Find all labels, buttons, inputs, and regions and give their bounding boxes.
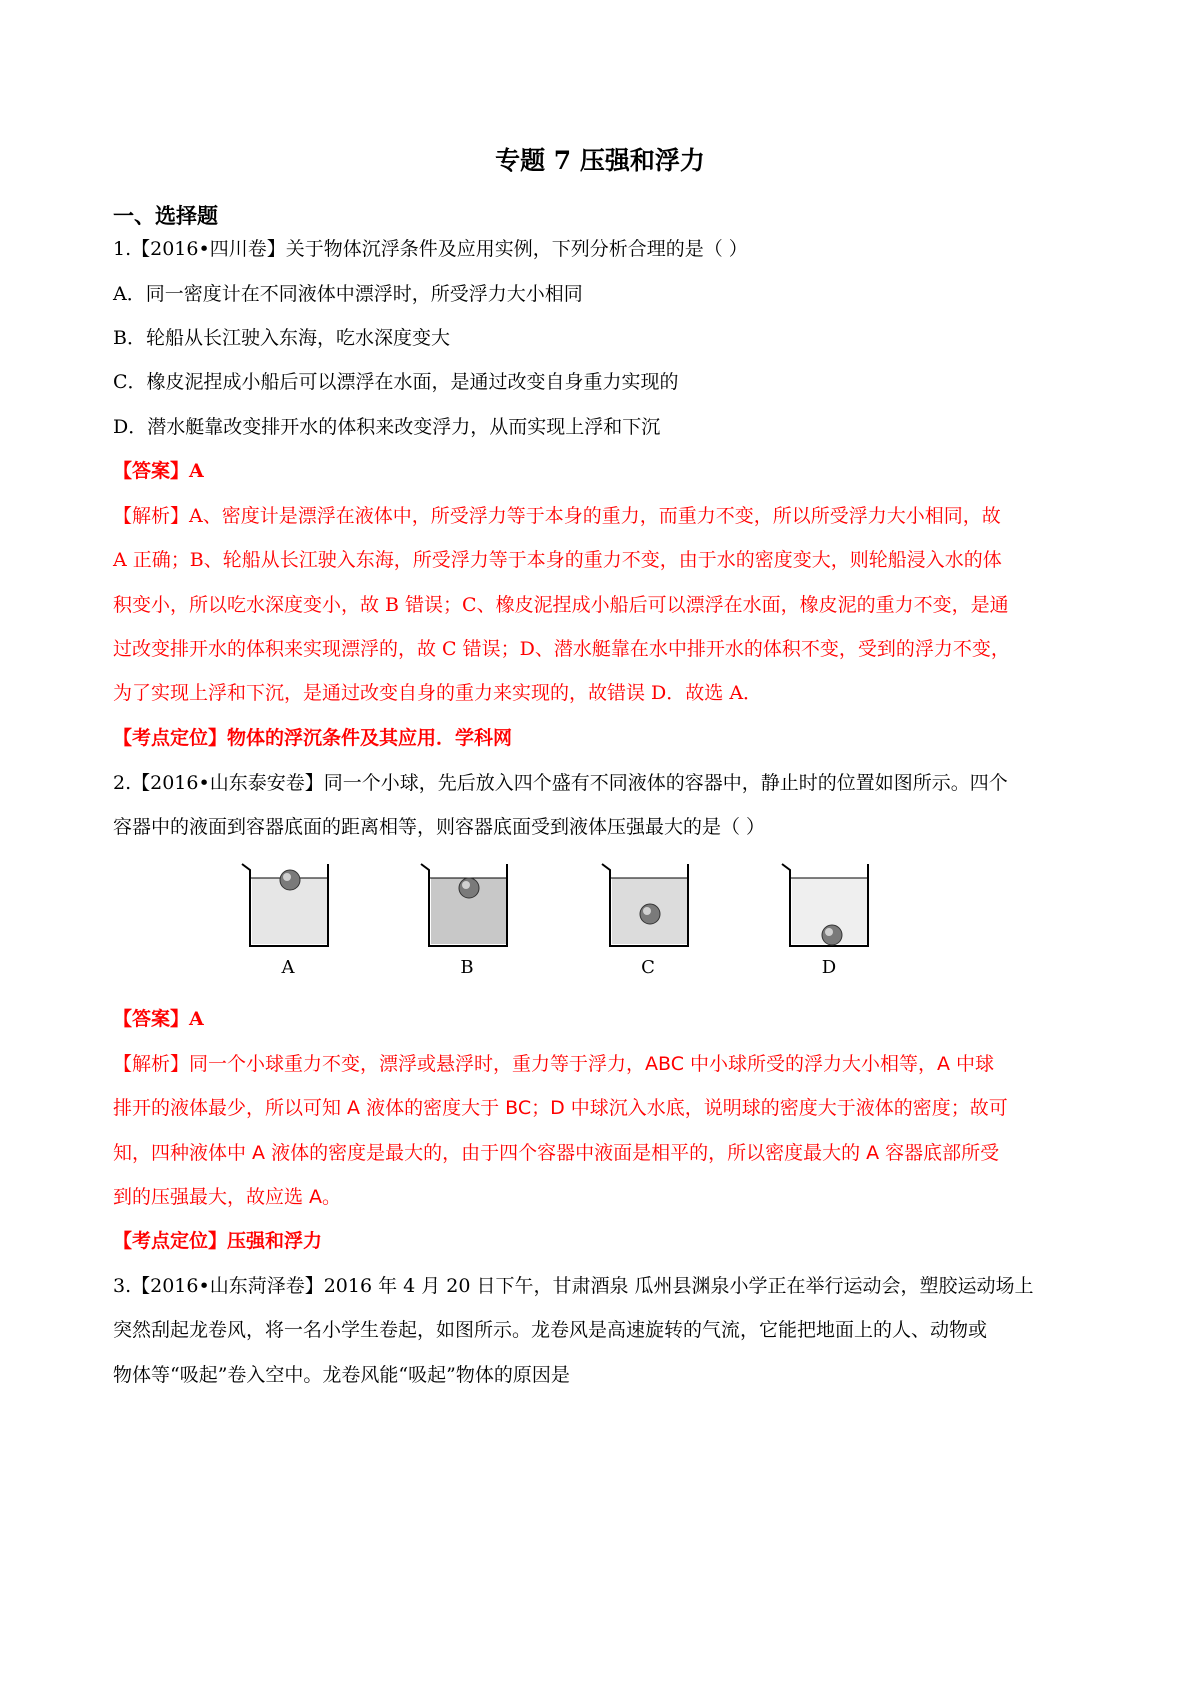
beaker-d-figure bbox=[780, 858, 876, 950]
q1-option-a: A．同一密度计在不同液体中漂浮时，所受浮力大小相同 bbox=[113, 283, 583, 305]
q1-analysis-line: 过改变排开水的体积来实现漂浮的，故 C 错误；D、潜水艇靠在水中排开水的体积不变，受到的浮力不变， bbox=[113, 638, 1010, 660]
q1-option-b: B．轮船从长江驶入东海，吃水深度变大 bbox=[113, 327, 450, 349]
q1-option-c: C．橡皮泥捏成小船后可以漂浮在水面，是通过改变自身重力实现的 bbox=[113, 371, 679, 393]
q2-analysis-line: 知，四种液体中 A 液体的密度是最大的，由于四个容器中液面是相平的，所以密度最大的 A 容器底部所受 bbox=[113, 1142, 1000, 1164]
q1-analysis-line: A 正确；B、轮船从长江驶入东海，所受浮力等于本身的重力不变，由于水的密度变大，则轮船浸入水的体 bbox=[113, 549, 1002, 571]
q1-stem: 1.【2016•四川卷】关于物体沉浮条件及应用实例，下列分析合理的是（ ） bbox=[113, 238, 748, 260]
section-heading: 一、选择题 bbox=[113, 203, 218, 228]
q1-answer: 【答案】A bbox=[113, 460, 204, 482]
q1-option-d: D．潜水艇靠改变排开水的体积来改变浮力，从而实现上浮和下沉 bbox=[113, 416, 661, 438]
q2-analysis-line: 排开的液体最少，所以可知 A 液体的密度大于 BC；D 中球沉入水底，说明球的密度大于液体的密度；故可 bbox=[113, 1097, 1008, 1119]
q1-analysis-line: 为了实现上浮和下沉，是通过改变自身的重力来实现的，故错误 D．故选 A． bbox=[113, 682, 763, 704]
beaker-label-a: A bbox=[281, 957, 295, 978]
beaker-label-c: C bbox=[641, 957, 655, 978]
q2-point: 【考点定位】压强和浮力 bbox=[113, 1230, 323, 1252]
q1-point: 【考点定位】物体的浮沉条件及其应用．学科网 bbox=[113, 727, 513, 749]
page-title: 专题 7 压强和浮力 bbox=[495, 146, 705, 175]
q1-analysis-line: 【解析】A、密度计是漂浮在液体中，所受浮力等于本身的重力，而重力不变，所以所受浮力大小相同，故 bbox=[113, 505, 1001, 527]
q2-analysis-line: 【解析】同一个小球重力不变，漂浮或悬浮时，重力等于浮力，ABC 中小球所受的浮力大小相等，A 中球 bbox=[113, 1053, 995, 1075]
q3-stem-line: 突然刮起龙卷风，将一名小学生卷起，如图所示。龙卷风是高速旋转的气流，它能把地面上的人、动物或 bbox=[113, 1319, 988, 1341]
q2-analysis-line: 到的压强最大，故应选 A。 bbox=[113, 1186, 342, 1208]
q3-stem-line: 物体等“吸起”卷入空中。龙卷风能“吸起”物体的原因是 bbox=[113, 1364, 570, 1386]
q3-stem-line: 3.【2016•山东菏泽卷】2016 年 4 月 20 日下午，甘肃酒泉 瓜州县渊泉小学正在举行运动会，塑胶运动场上 bbox=[113, 1275, 1034, 1297]
beaker-a-figure bbox=[240, 858, 336, 950]
beaker-c-figure bbox=[600, 858, 696, 950]
q2-stem-line: 2.【2016•山东泰安卷】同一个小球，先后放入四个盛有不同液体的容器中，静止时的位置如图所示。四个 bbox=[113, 772, 1008, 794]
beaker-label-d: D bbox=[821, 957, 837, 978]
q1-analysis-line: 积变小，所以吃水深度变小，故 B 错误；C、橡皮泥捏成小船后可以漂浮在水面，橡皮泥的重力不变，是通 bbox=[113, 594, 1009, 616]
beaker-b-figure bbox=[419, 858, 515, 950]
beaker-label-b: B bbox=[460, 957, 474, 978]
q2-stem-line: 容器中的液面到容器底面的距离相等，则容器底面受到液体压强最大的是（ ） bbox=[113, 816, 766, 838]
q2-answer: 【答案】A bbox=[113, 1008, 204, 1030]
